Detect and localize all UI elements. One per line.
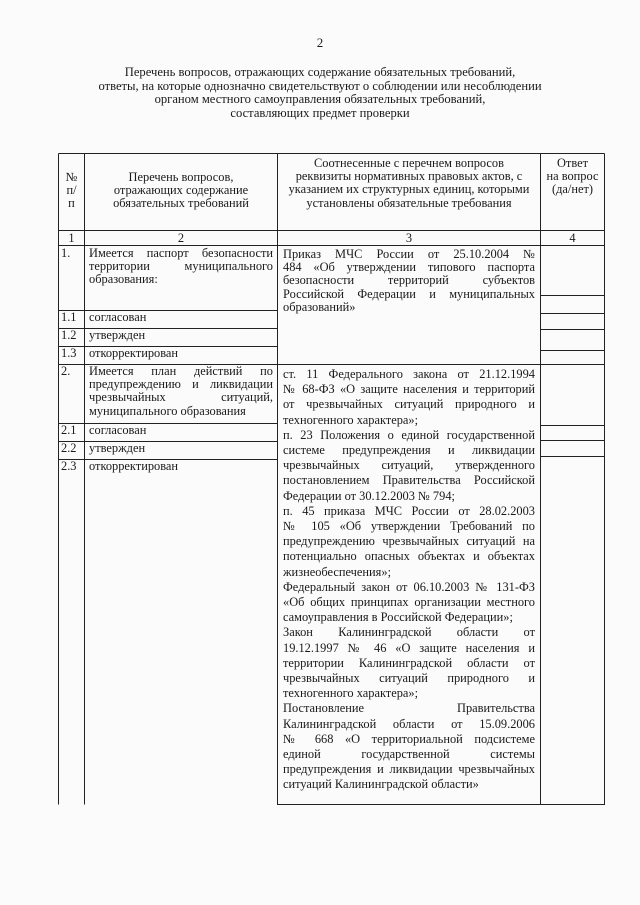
legal-basis-line: жизнеобеспечения»; bbox=[283, 564, 392, 579]
legal-basis-line: «Об общих принципах организации местного bbox=[283, 595, 535, 610]
header-line: Перечень вопросов, bbox=[128, 171, 234, 184]
question-line: предупреждению и ликвидации bbox=[89, 377, 273, 392]
question-line: согласован bbox=[89, 424, 147, 437]
legal-basis-line: 19.12.1997 № 46 «О защите населения и bbox=[283, 640, 535, 655]
legal-basis-line: Федерации от 30.12.2003 № 794; bbox=[283, 488, 455, 503]
legal-basis-line: единой государственной системы bbox=[283, 747, 535, 762]
question-line: образования: bbox=[89, 272, 158, 287]
column-number-2: 2 bbox=[177, 232, 185, 245]
header-line: отражающих содержание bbox=[113, 183, 249, 198]
legal-basis-line: Российской Федерации и муниципальных bbox=[283, 286, 535, 301]
legal-basis-line: предупреждения и ликвидации чрезвычайных bbox=[283, 762, 535, 777]
legal-basis-line: территории Калининградской области от bbox=[283, 655, 535, 670]
header-line: (да/нет) bbox=[551, 182, 594, 197]
legal-basis-line: ситуаций Калининградской области» bbox=[283, 777, 479, 792]
column-number-3: 3 bbox=[405, 232, 413, 245]
legal-basis-line: потенциально опасных объектах и объектах bbox=[283, 549, 535, 564]
legal-basis-line: Постановление Правительства bbox=[283, 701, 535, 716]
page-title bbox=[60, 66, 580, 120]
legal-basis-line: самоуправления в Российской Федерации»; bbox=[283, 610, 513, 625]
question-line: согласован bbox=[89, 311, 147, 324]
legal-basis-line: предупреждению чрезвычайных ситуаций на bbox=[283, 534, 535, 549]
title-line: ответы, на которые однозначно свидетельствуют о соблюдении или несоблюдении bbox=[98, 78, 542, 93]
title-line: Перечень вопросов, отражающих содержание обязательных требований, bbox=[124, 65, 516, 79]
row-number: 2. bbox=[61, 365, 71, 378]
question-line: откорректирован bbox=[89, 347, 179, 360]
header-line: п/ bbox=[66, 183, 77, 198]
legal-basis-line: от чрезвычайных ситуаций природного и bbox=[283, 397, 535, 412]
header-number bbox=[58, 171, 85, 211]
row-question bbox=[89, 460, 273, 473]
legal-basis-line: Федеральный закон от 06.10.2003 № 131-ФЗ bbox=[283, 579, 535, 594]
question-line: утвержден bbox=[89, 442, 146, 455]
header-line: обязательных требований bbox=[113, 196, 249, 211]
legal-basis-line: образований» bbox=[283, 299, 356, 314]
requirements-table bbox=[58, 153, 605, 805]
header-line: п bbox=[68, 196, 75, 211]
legal-basis-line: № 68-ФЗ «О защите населения и территорий bbox=[283, 382, 535, 397]
header-line: указанием их структурных единиц, которыми bbox=[288, 182, 530, 197]
page-number: 2 bbox=[316, 35, 324, 50]
row-number: 1.3 bbox=[61, 347, 77, 360]
question-line: утвержден bbox=[89, 329, 146, 342]
legal-basis-line: техногенного характера»; bbox=[283, 412, 419, 427]
header-line: реквизиты нормативных правовых актов, с bbox=[295, 169, 523, 184]
row-question bbox=[89, 365, 273, 418]
row-number: 2.3 bbox=[61, 460, 77, 473]
header-questions bbox=[85, 171, 277, 211]
row-question bbox=[89, 329, 273, 342]
legal-basis-line: системе предупреждения и ликвидации bbox=[283, 443, 535, 458]
legal-basis-line: безопасности территорий субъектов bbox=[283, 273, 535, 288]
header-line: установлены обязательные требования bbox=[306, 195, 512, 210]
header-answer bbox=[541, 157, 604, 197]
legal-basis-line: ст. 11 Федерального закона от 21.12.1994 bbox=[283, 367, 535, 381]
header-line: на вопрос bbox=[546, 169, 599, 184]
column-number-1: 1 bbox=[68, 232, 75, 245]
row-number: 1.2 bbox=[61, 329, 77, 342]
legal-basis-line: чрезвычайных ситуаций, утвержденного bbox=[283, 458, 535, 473]
question-line: территории муниципального bbox=[89, 259, 273, 274]
legal-basis-line: 484 «Об утверждении типового паспорта bbox=[283, 260, 535, 275]
legal-basis-line: чрезвычайных ситуаций природного и bbox=[283, 671, 535, 686]
row-question bbox=[89, 424, 273, 437]
row-number: 2.1 bbox=[61, 424, 77, 437]
legal-basis-line: п. 23 Положения о единой государственной bbox=[283, 427, 535, 442]
legal-basis-line: Приказ МЧС России от 25.10.2004 № bbox=[283, 248, 535, 261]
header-line: Соотнесенные с перечнем вопросов bbox=[314, 157, 504, 170]
question-line: откорректирован bbox=[89, 460, 179, 473]
legal-basis-item-2 bbox=[283, 367, 535, 793]
row-question bbox=[89, 442, 273, 455]
legal-basis-line: № 105 «Об утверждении Требований по bbox=[283, 519, 535, 534]
row-question bbox=[89, 347, 273, 360]
question-line: муниципального образования bbox=[89, 403, 246, 418]
legal-basis-line: п. 45 приказа МЧС России от 28.02.2003 bbox=[283, 503, 535, 518]
question-line: чрезвычайных ситуаций, bbox=[89, 390, 273, 405]
header-line: Ответ bbox=[556, 157, 589, 170]
legal-basis-line: техногенного характера»; bbox=[283, 686, 419, 701]
row-question bbox=[89, 311, 273, 324]
legal-basis-line: постановлением Правительства Российской bbox=[283, 473, 535, 488]
title-line: органом местного самоуправления обязательных требований, bbox=[154, 92, 486, 107]
header-legal-acts bbox=[278, 157, 540, 210]
question-line: Имеется план действий по bbox=[89, 365, 273, 378]
legal-basis-line: Калининградской области от 15.09.2006 bbox=[283, 716, 535, 731]
legal-basis-item-1 bbox=[283, 248, 535, 314]
row-number: 1.1 bbox=[61, 311, 77, 324]
row-number: 2.2 bbox=[61, 442, 77, 455]
header-line: № bbox=[65, 171, 78, 184]
legal-basis-line: Закон Калининградской области от bbox=[283, 625, 535, 640]
question-line: Имеется паспорт безопасности bbox=[89, 247, 273, 260]
legal-basis-line: № 668 «О территориальной подсистеме bbox=[283, 731, 535, 746]
row-question bbox=[89, 247, 273, 287]
column-number-4: 4 bbox=[569, 232, 576, 245]
row-number: 1. bbox=[61, 247, 71, 260]
title-line: составляющих предмет проверки bbox=[230, 105, 410, 120]
